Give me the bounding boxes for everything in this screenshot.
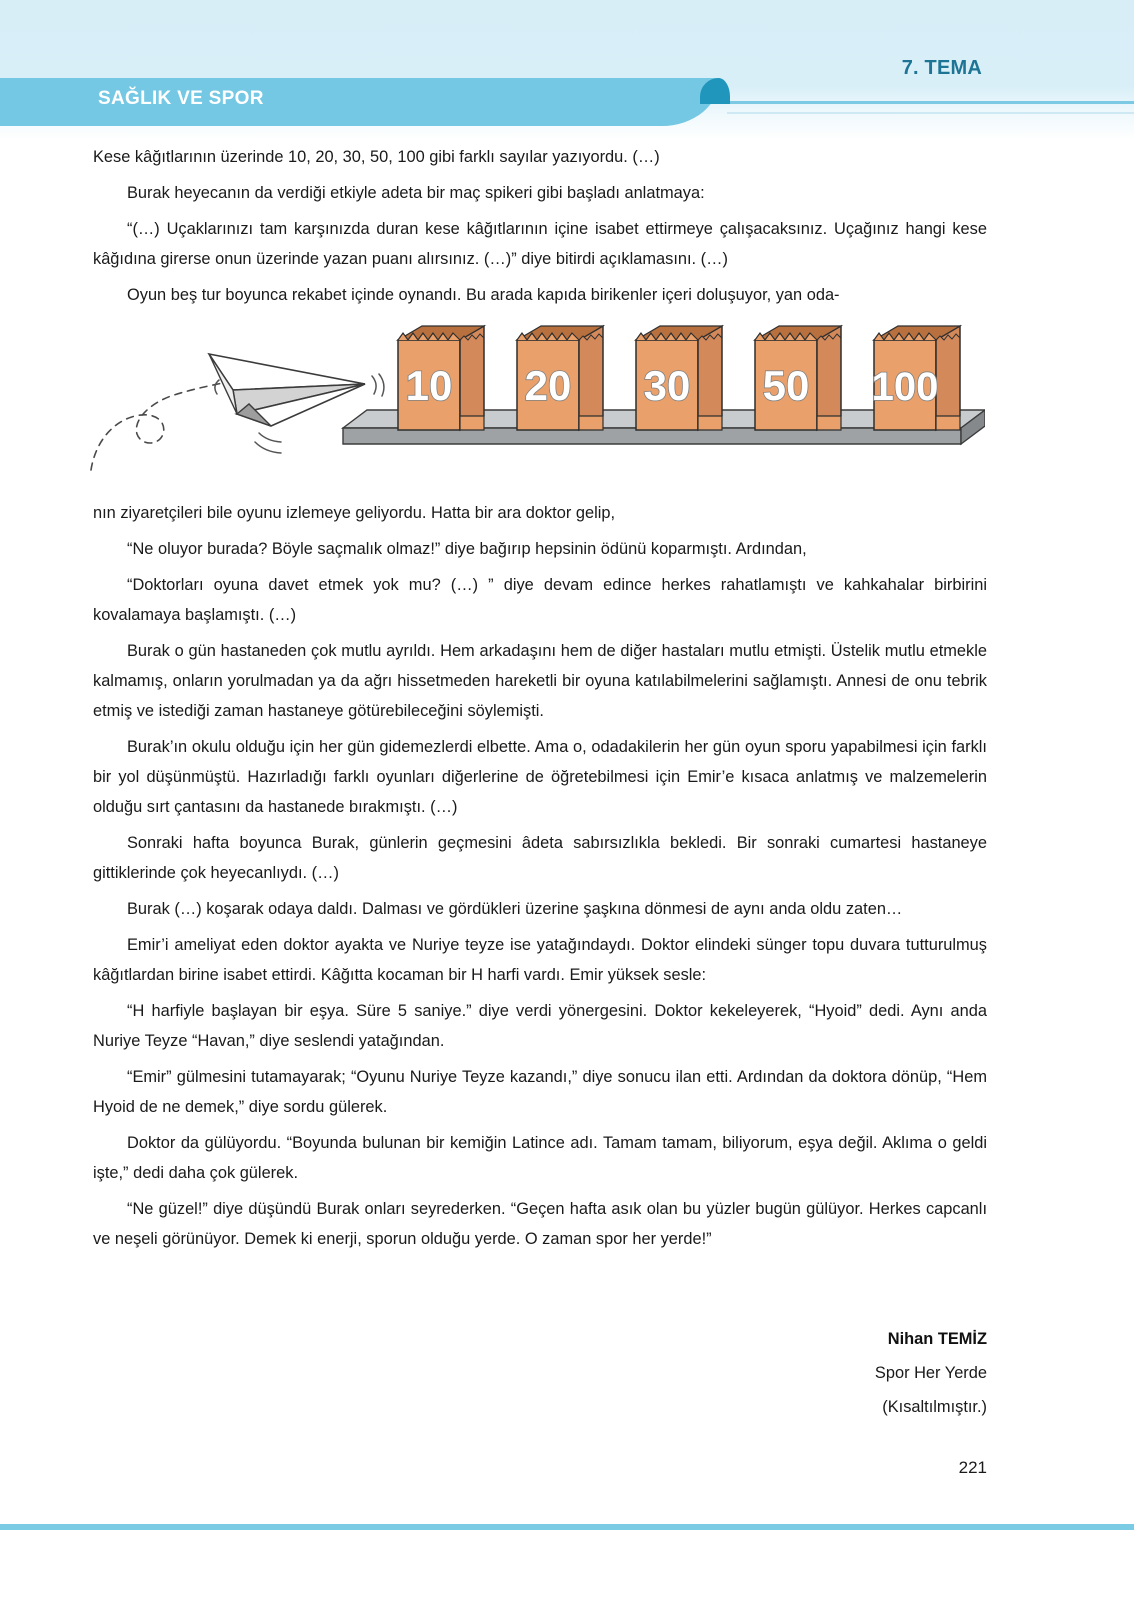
paper-bag xyxy=(517,326,603,430)
bag-label: 50 xyxy=(762,362,810,409)
attribution-block xyxy=(567,1322,987,1424)
abridged-note: (Kısaltılmıştır.) xyxy=(882,1398,987,1416)
footer-rule xyxy=(0,1524,1134,1530)
header-rule-primary xyxy=(727,101,1134,104)
paragraph: Oyun beş tur boyunca rekabet içinde oynandı. Bu arada kapıda birikenler içeri doluşuyor, yan oda- xyxy=(127,286,840,304)
paragraph: “Ne güzel!” diye düşündü Burak onları seyrederken. “Geçen hafta asık olan bu yüzler bugün gülüyor. Herkes capcanlı ve neşeli görünüyor. Demek ki enerji, sporun olduğu yerde. O zaman spor her yerde!” xyxy=(93,1200,987,1248)
paper-bag xyxy=(636,326,722,430)
paragraph: Emir’i ameliyat eden doktor ayakta ve Nuriye teyze ise yatağındaydı. Doktor elindeki sünger topu duvara tutturulmuş kâğıtlardan birine isabet ettirdi. Kâğıtta kocaman bir H harfi vardı. Emir yüksek sesle: xyxy=(93,936,987,984)
paragraph: Doktor da gülüyordu. “Boyunda bulunan bir kemiğin Latince adı. Tamam tamam, biliyorum, eşya değil. Aklıma o geldi işte,” dedi daha çok gülerek. xyxy=(93,1134,987,1182)
paragraph: Kese kâğıtlarının üzerinde 10, 20, 30, 50, 100 gibi farklı sayılar yazıyordu. (…) xyxy=(93,148,660,166)
page-number: 221 xyxy=(958,1458,987,1477)
author-name: Nihan TEMİZ xyxy=(887,1330,987,1348)
paragraph: Burak (…) koşarak odaya daldı. Dalması ve gördükleri üzerine şaşkına dönmesi de aynı anda oldu zaten… xyxy=(127,900,903,918)
paragraph: “H harfiyle başlayan bir eşya. Süre 5 saniye.” diye verdi yönergesini. Doktor kekeleyerek, “Hyoid” dedi. Aynı anda Nuriye Teyze “Havan,” diye seslendi yatağından. xyxy=(93,1002,987,1050)
bag-label: 30 xyxy=(643,362,691,409)
bag-label: 20 xyxy=(524,362,572,409)
paper-bag xyxy=(398,326,484,430)
paragraph: “Emir” gülmesini tutamayarak; “Oyunu Nuriye Teyze kazandı,” diye sonucu ilan etti. Ardından da doktora dönüp, “Hem Hyoid de ne demek,” diye sordu gülerek. xyxy=(93,1068,987,1116)
header-rule-secondary xyxy=(727,112,1134,114)
paragraph: Burak’ın okulu olduğu için her gün gidemezlerdi elbette. Ama o, odadakilerin her gün oyun sporu yapabilmesi için farklı bir yol düşünmüştü. Hazırladığı farklı oyunları diğerlerine de öğretebilmesi için Emir’e kısaca anlatmış ve malzemelerin olduğu sırt çantasını da hastanede bırakmıştı. (…) xyxy=(93,738,987,816)
body-text-top xyxy=(93,142,987,316)
page-header xyxy=(0,0,1134,140)
paragraph: “Ne oluyor burada? Böyle saçmalık olmaz!” diye bağırıp hepsinin ödünü koparmıştı. Ardından, xyxy=(127,540,807,558)
flight-trail-icon xyxy=(91,380,237,470)
paragraph: “Doktorları oyuna davet etmek yok mu? (…) ” diye devam edince herkes rahatlamıştı ve kahkahalar birbirini kovalamaya başlamıştı. (…) xyxy=(93,576,987,624)
paragraph: Sonraki hafta boyunca Burak, günlerin geçmesini âdeta sabırsızlıkla bekledi. Bir sonraki cumartesi hastaneye gittiklerinde çok heyecanlıydı. (…) xyxy=(93,834,987,882)
paragraph: “(…) Uçaklarınızı tam karşınızda duran kese kâğıtlarının içine isabet ettirmeye çalışacaksınız. Uçağınız hangi kese kâğıdına girerse onun üzerinde yazan puanı alırsınız. (…)” diye bitirdi açıklamasını. (…) xyxy=(93,220,987,268)
paragraph: nın ziyaretçileri bile oyunu izlemeye geliyordu. Hatta bir ara doktor gelip, xyxy=(93,504,616,522)
source-title: Spor Her Yerde xyxy=(874,1364,987,1382)
theme-banner-title: SAĞLIK VE SPOR xyxy=(98,88,264,109)
paper-bag xyxy=(755,326,841,430)
paper-bag xyxy=(872,326,960,430)
paper-airplane-icon xyxy=(209,354,365,426)
bag-label: 100 xyxy=(871,365,939,409)
paragraph: Burak o gün hastaneden çok mutlu ayrıldı. Hem arkadaşını hem de diğer hastaları mutlu etmişti. Üstelik mutlu etmekle kalmamış, onların yorulmadan ya da ağrı hissetmeden hareketli bir oyuna katılabilmelerini sağlamıştı. Annesi de onu tebrik etmiş ve istediği zaman hastaneye götürebileceğini söylemişti. xyxy=(93,642,987,720)
paragraph: Burak heyecanın da verdiği etkiyle adeta bir maç spikeri gibi başladı anlatmaya: xyxy=(127,184,705,202)
theme-label: 7. TEMA xyxy=(901,57,982,79)
illustration-paper-airplane-and-bags xyxy=(85,318,985,478)
bag-label: 10 xyxy=(405,362,453,409)
body-text-lower xyxy=(93,498,987,1260)
